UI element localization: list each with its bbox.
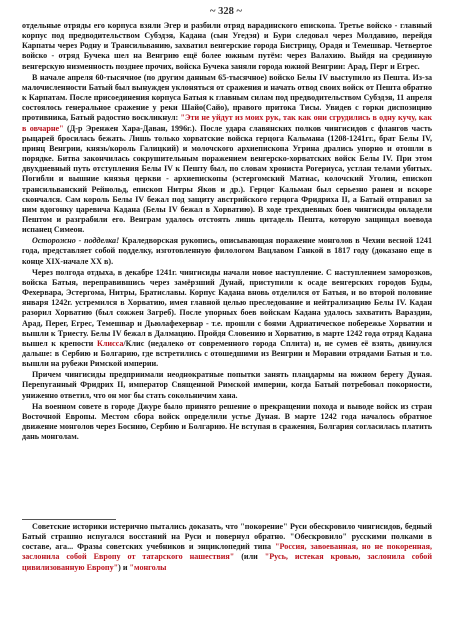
text-span: (Д-р Эренжен Хара-Даван, 1996г.). После удара славянских полков чингисидов с флангов часть рыцарей бросилась бежать. Лишь только хорватские войска герцога Кальмана (1208-1241гг., брат Белы IV, принц Венгрии, князь/король Галицкий) и молочского архиепископа Угрина дрались упорно и отошли в порядке. Битва закончилась сокрушительным поражением венгерско-хорватских войск Белы IV. При этом двухдневный путь отступления Белы IV к Пешту был, по словам хрониста Рогериуса, устлан телами убитых. Погибли и вышние князья церкви - архиепископы (эстергомский Матиас, колочский Уголин, епископ трансильванский Рейнольд, епископ Нитры Яков и др.). Герцог Кальман был серьезно ранен и вскоре скончался. Сам король Белы IV бежал под защиту австрийского герцога Фридриха II, а Батый отправил за ним вдогонку царевича Кадана (Белы IV бежал в Хорватию). В ходе трехдневных боев чингисиды овладели Пештом и разграбили его. Венграм удалось отстоять лишь цитадель Пешта, которую защищал воевода испанец Симеон. bbox=[22, 123, 433, 235]
page-number: ~ 328 ~ bbox=[210, 6, 242, 17]
warning-label: Осторожно - подделка! bbox=[32, 236, 120, 246]
paragraph bbox=[22, 268, 432, 370]
main-text bbox=[22, 21, 432, 443]
quote-highlight: "Россия, завоеванная, но не покоренная, заслонила собой Европу от татарского нашествия" bbox=[22, 542, 432, 562]
paragraph: отдельные отряды его корпуса взяли Эгер и разбили отряд варадинского епископа. Третье войско - главный корпус под предводительством Субэдэя, Кадана (сын Угедэя) и Бури следовал через Молдавию, перейдя Карпаты через Родну и Трансильванию, захватил венгерские города Бистрицу, Орадя и Темешвар. Четвертое войско - отряд Бучека шел на Венгрию ещё более южным путём: через Валахию. Выйдя на срединную венгерскую низменность позднее прочих, войска Бучека заняли города южной Венгрии: Арад, Перг и Егрес. bbox=[22, 21, 432, 71]
paragraph bbox=[22, 236, 432, 266]
text-span: (или bbox=[234, 552, 265, 562]
place-highlight: Клисса bbox=[96, 338, 124, 348]
footnote bbox=[22, 522, 432, 573]
quote-highlight: "монголы bbox=[129, 562, 167, 572]
text-span: /Клис (недалеко от современного города Сплита) и, не сумев её взять, двинулся дальше: в Сербию и Болгарию, где встретились с отошедшими из Венгрии и Моравии отрядами Батыя и т.о. вышли на рубежи Римской империи. bbox=[22, 338, 432, 369]
text-span: Краледворская рукопись, описывающая поражение монголов в Чехии весной 1241 года, представляет собой подделку, изготовленную филологом Вацлавом Ганкой в 1817 году (доказано еще в конце XIX-начале XX в). bbox=[22, 236, 432, 266]
quote-highlight: "Русь, истекая кровью, заслонила собой цивилизованную Европу" bbox=[22, 552, 432, 572]
text-span: Советские историки истерично пытались доказать, что "покорение" Руси обескровило чингисидов, бедный Батый страшно испугался восстаний на Руси и повернул обратно. "Обескровило" русскими полками в составе, ага... Фразы советских учебников и энциклопедий типа bbox=[22, 522, 432, 552]
footnote-divider bbox=[22, 519, 116, 520]
text-span: Через полгода отдыха, в декабре 1241г. чингисиды начали новое наступление. С наступлением заморозков, войска Батыя, переправившись через замёрзший Дунай, приступили к осаде венгерских городов Буды, Фехервара, Эстергома, Нитры, Братиславы. Корпус Кадана вновь отделился от Батыя, и во второй половине января 1242г. устремился в Хорватию, имея главной целью преследование и нейтрализацию Белы IV. Кадан разорил Хорватию (был сожжен Загреб). После упорных боев войскам Кадана удалось захватить Вараздин, Арад, Перег, Егрес, Темешвар и Дьюлафехервар - т.е. прошли с боями Адриатическое побережье Хорватии и вышли к Триесту. Белы IV бежал в Далмацию. Пройдя Словению и Хорватию, в марте 1242 года отряд Кадана вышел к крепости bbox=[22, 267, 432, 348]
text-span: В начале апреля 60-тысячное (по другим данным 65-тысячное) войско Белы IV выступило из Пешта. Из-за малочисленности Батый был вынужден уклоняться от сражения и начать отвод своих войск от Пешта обратно к Карпатам. После присоединения корпуса Батыя к главным силам под предводительством Субэдэя, 11 апреля состоялось генеральное сражение у реки Шайо(Сайо), правого притока Тисы. Увидев с горки диспозицию противника, Батый радостно воскликнул: bbox=[22, 72, 432, 123]
paragraph bbox=[22, 73, 432, 236]
paragraph: Причем чингисиды предприимали неоднократные попытки занять плацдармы на южном берегу Дуная. Перепуганный Фридрих II, император Священной Римской империи, когда Батый потребовал покорности, униженно ответил, что он мог бы стать сокольничим хана. bbox=[22, 370, 432, 400]
quote-highlight: "Эти не уйдут из моих рук, так как они сгрудились в одну кучу, как в овчарне" bbox=[22, 113, 432, 133]
paragraph: На военном совете в городе Джуре было принято решение о прекращении похода и выводе войск из стран Восточной Европы. Местом сбора войск определили устье Дуная. В марте 1242 года началось обратное движение монголов через Боснию, Сербию и Болгарию. Не вступая в сражения, Болгария согласилась платить дань монголам. bbox=[22, 401, 432, 442]
footnote-paragraph bbox=[22, 522, 432, 573]
text-span: ) и bbox=[118, 562, 130, 572]
